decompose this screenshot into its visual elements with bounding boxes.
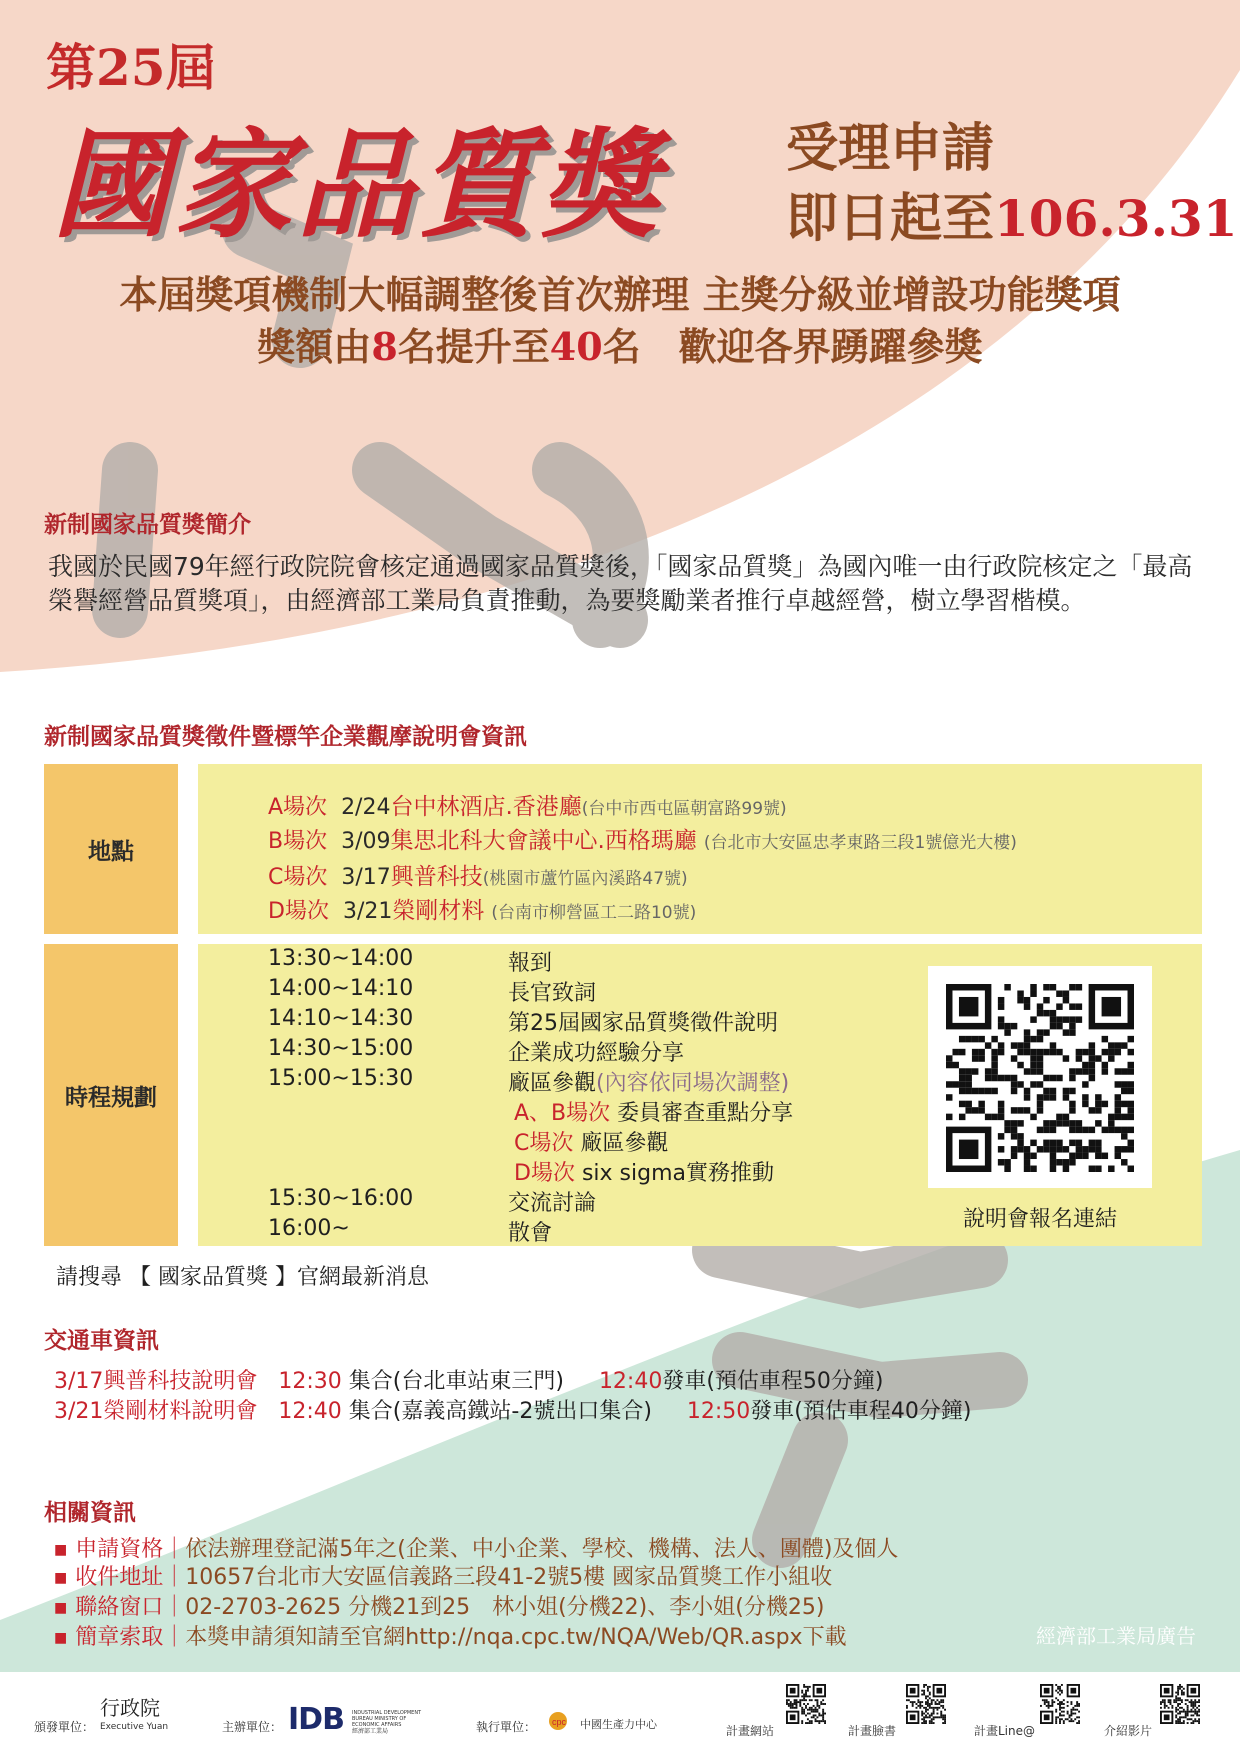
related-item: ■ 收件地址｜10657台北市大安區信義路三段41-2號5樓 國家品質獎工作小組收: [54, 1565, 833, 1590]
schedule-sub-item: C場次 廠區參觀: [514, 1131, 669, 1156]
bullet-icon: ■: [54, 1600, 68, 1616]
svg-text:cpc: cpc: [552, 1717, 567, 1727]
ad-note: 經濟部工業局廣告: [1036, 1624, 1196, 1648]
schedule-item: 第25屆國家品質獎徵件說明: [508, 1011, 778, 1036]
intro-title: 新制國家品質獎簡介: [44, 512, 251, 538]
location-row: B場次 3/09集思北科大會議中心.西格瑪廳 (台北市大安區忠孝東路三段1號億光大樓): [268, 828, 1017, 854]
issuer-logo: 行政院: [100, 1696, 160, 1720]
headline-part-a: 獎額由: [257, 324, 372, 369]
qr-caption: 說明會報名連結: [962, 1207, 1117, 1232]
qr-label-video: 介紹影片: [1104, 1724, 1153, 1738]
schedule-item: 交流討論: [508, 1191, 597, 1216]
location-row: D場次 3/21榮剛材料 (台南市柳營區工二路10號): [268, 898, 697, 924]
headline-part-c: 名 歡迎各界踴躍參獎: [602, 324, 983, 369]
bullet-icon: ■: [54, 1542, 68, 1558]
shuttle-row: 3/17興普科技說明會 12:30 集合(台北車站東三門) 12:40發車(預估車程50分鐘): [54, 1369, 884, 1394]
registration-qr-code[interactable]: [928, 966, 1152, 1188]
issuer-label: 頒發單位：: [34, 1720, 95, 1734]
related-item: ■ 簡章索取｜本獎申請須知請至官網http://nqa.cpc.tw/NQA/Web/QR.aspx下載: [54, 1625, 847, 1650]
related-item: ■ 聯絡窗口｜02-2703-2625 分機21到25 林小姐(分機22)、李小姐(分機25): [54, 1595, 825, 1620]
shuttle-row: 3/21榮剛材料說明會 12:40 集合(嘉義高鐵站-2號出口集合) 12:50發車(預估車程40分鐘): [54, 1399, 972, 1424]
schedule-item: 報到: [508, 951, 553, 976]
apply-prefix: 即日起至: [786, 188, 995, 249]
location-row: A場次 2/24台中林酒店.香港廳(台中市西屯區朝富路99號): [268, 794, 787, 820]
bullet-icon: ■: [54, 1570, 68, 1586]
related-item: ■ 申請資格｜依法辦理登記滿5年之(企業、中小企業、學校、機構、法人、團體)及個人: [54, 1537, 899, 1562]
schedule-time: 15:00~15:30: [268, 1066, 414, 1091]
schedule-time: 13:30~14:00: [268, 946, 414, 971]
issuer-en: Executive Yuan: [100, 1722, 169, 1732]
location-label: 地點: [44, 764, 178, 934]
schedule-item: 散會: [508, 1221, 553, 1246]
schedule-time: 15:30~16:00: [268, 1186, 414, 1211]
schedule-item: 企業成功經驗分享: [508, 1041, 685, 1066]
video-qr-code[interactable]: [1160, 1684, 1200, 1724]
host-logo: IDB: [288, 1702, 344, 1737]
schedule-time: 14:00~14:10: [268, 976, 414, 1001]
intro-body: 我國於民國79年經行政院院會核定通過國家品質獎後，「國家品質獎」為國內唯一由行政院核定之「最高榮譽經營品質獎項」，由經濟部工業局負責推動，為要獎勵業者推行卓越經營，樹立學習楷模。: [48, 552, 1193, 615]
headline-line-1: 本屆獎項機制大幅調整後首次辦理 主獎分級並增設功能獎項: [119, 272, 1121, 317]
schedule-time: 16:00~: [268, 1216, 350, 1241]
exec-logo-icon: [548, 1710, 576, 1737]
search-note: 請搜尋 【 國家品質獎 】官網最新消息: [56, 1265, 429, 1290]
website-qr-code[interactable]: [786, 1684, 826, 1724]
headline-count-new: 40: [549, 324, 603, 369]
schedule-sub-item: A、B場次 委員審查重點分享: [514, 1101, 794, 1126]
exec-label: 執行單位：: [476, 1720, 537, 1734]
apply-line-2: [786, 176, 1238, 251]
schedule-time: 14:10~14:30: [268, 1006, 414, 1031]
apply-deadline: 106.3.31: [994, 189, 1238, 248]
host-en: INDUSTRIAL DEVELOPMENT BUREAU MINISTRY OF ECONOMIC AFFAIRS: [352, 1710, 422, 1728]
related-title: 相關資訊: [44, 1500, 136, 1526]
apply-line-1: 受理申請: [786, 118, 995, 179]
qr-label-line: 計畫Line@: [974, 1724, 1036, 1738]
location-box: [198, 764, 1202, 934]
shuttle-title: 交通車資訊: [44, 1328, 159, 1354]
location-row: C場次 3/17興普科技(桃園市蘆竹區內溪路47號): [268, 864, 688, 890]
footer: [0, 1672, 1240, 1754]
qr-label-website: 計畫網站: [726, 1724, 775, 1738]
schedule-item: 長官致詞: [508, 981, 597, 1006]
award-title: 國家品質獎: [52, 115, 663, 254]
headline-line-2: [0, 316, 1240, 371]
headline-part-b: 名提升至: [397, 324, 550, 369]
line-qr-code[interactable]: [1040, 1684, 1080, 1724]
host-cn: 經濟部工業局: [352, 1728, 389, 1735]
schedule-item: 廠區參觀(內容依同場次調整): [508, 1071, 790, 1096]
edition-label: 第25屆: [46, 38, 216, 97]
schedule-note: (內容依同場次調整): [596, 1071, 790, 1096]
headline-count-old: 8: [371, 324, 398, 369]
exec-name: 中國生產力中心: [580, 1718, 657, 1731]
schedule-sub-item: D場次 six sigma實務推動: [514, 1161, 774, 1186]
bullet-icon: ■: [54, 1630, 68, 1646]
facebook-qr-code[interactable]: [906, 1684, 946, 1724]
schedule-label: 時程規劃: [44, 944, 178, 1246]
briefing-title: 新制國家品質獎徵件暨標竿企業觀摩說明會資訊: [44, 724, 527, 750]
host-label: 主辦單位：: [222, 1720, 283, 1734]
schedule-time: 14:30~15:00: [268, 1036, 414, 1061]
qr-label-facebook: 計畫臉書: [848, 1724, 897, 1738]
